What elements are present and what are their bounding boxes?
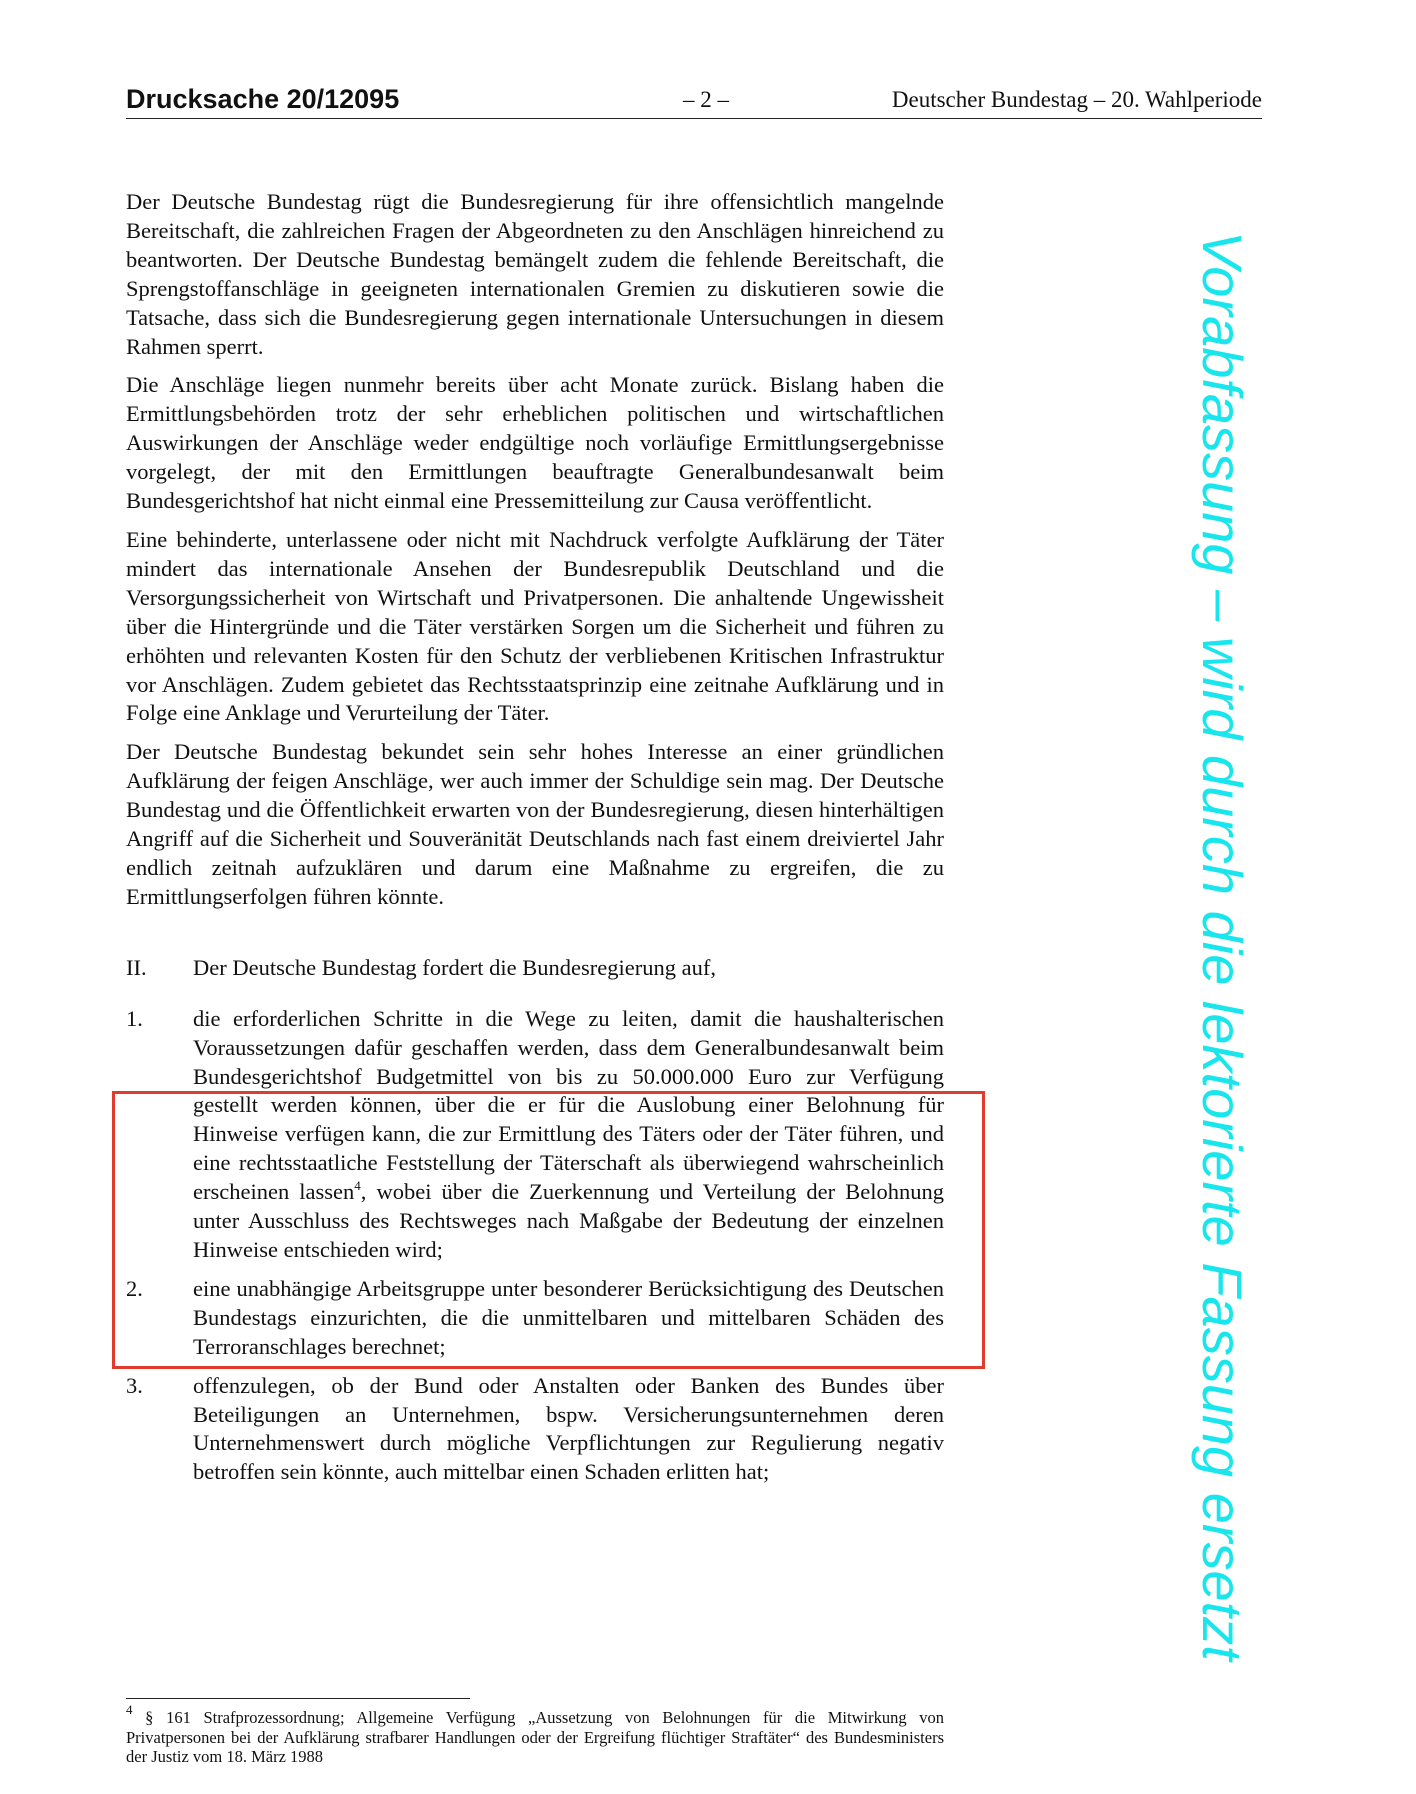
- parliament-title: Deutscher Bundestag – 20. Wahlperiode: [891, 87, 1262, 112]
- list-item-number: 2.: [126, 1275, 143, 1301]
- body-paragraph-2: Die Anschläge liegen nunmehr bereits über acht Monate zurück. Bislang haben die Ermittlungsbehörden trotz der sehr erheblichen politischen und wirtschaftlichen Auswirkungen der Anschläge weder endgültige noch vorläufige Ermittlungsergebnisse vorgelegt, der mit den Ermittlungen beauftragte Generalbundesanwalt beim Bundesgerichtshof hat nicht einmal eine Pressemitteilung zur Causa veröffentlicht.: [126, 372, 944, 514]
- document-number-value: 12095: [324, 84, 400, 114]
- section-numeral: II.: [126, 954, 147, 980]
- section-heading: [126, 954, 944, 983]
- section-heading-text: Der Deutsche Bundestag fordert die Bundesregierung auf,: [193, 954, 716, 980]
- list-item-text: offenzulegen, ob der Bund oder Anstalten oder Banken des Bundes über Beteiligungen an Unternehmen, bspw. Versicherungsunternehmen deren Unternehmenswert durch mögliche Verpflichtungen zur Regulierung negativ betroffen sein könnte, auch mittelbar einen Schaden erlitten hat;: [193, 1372, 944, 1485]
- page-header: [126, 84, 1262, 119]
- footnote-reference[interactable]: 4: [354, 1178, 361, 1194]
- body-paragraph-3: Eine behinderte, unterlassene oder nicht mit Nachdruck verfolgte Aufklärung der Täter mindert das internationale Ansehen der Bundesrepublik Deutschland und die Versorgungssicherheit von Wirtschaft und Privatpersonen. Die anhaltende Ungewissheit über die Hintergründe und die Täter verstärken Sorgen um die Sicherheit und führen zu erhöhten und relevanten Kosten für den Schutz der verbliebenen Kritischen Infrastruktur vor Anschlägen. Zudem gebietet das Rechtsstaatsprinzip eine zeitnahe Aufklärung und in Folge eine Anklage und Verurteilung der Täter.: [126, 526, 944, 726]
- footnote-text: § 161 Strafprozessordnung; Allgemeine Verfügung „Aussetzung von Belohnungen für die Mitwirkung von Privatpersonen bei der Aufklärung strafbarer Handlungen oder der Ergreifung flüchtiger Straftäter“ des Bundesministers der Justiz vom 18. März 1988: [126, 1708, 944, 1766]
- list-item-text: eine unabhängige Arbeitsgruppe unter besonderer Berücksichtigung des Deutschen Bundestags einzurichten, die die unmittelbaren und mittelbaren Schäden des Terroranschlages berechnet;: [193, 1275, 944, 1359]
- body-paragraph-1: Der Deutsche Bundestag rügt die Bundesregierung für ihre offensichtlich mangelnde Bereitschaft, die zahlreichen Fragen der Abgeordneten zu den Anschlägen hinreichend zu beantworten. Der Deutsche Bundestag bemängelt zudem die fehlende Bereitschaft, die Sprengstoffanschläge in geeigneten internationalen Gremien zu diskutieren sowie die Tatsache, dass sich die Bundesregierung gegen internationale Untersuchungen in diesem Rahmen sperrt.: [126, 189, 944, 359]
- highlight-box: [112, 1091, 985, 1369]
- body-paragraph-4: Der Deutsche Bundestag bekundet sein sehr hohes Interesse an einer gründlichen Aufklärung der feigen Anschläge, wer auch immer der Schuldige sein mag. Der Deutsche Bundestag und die Öffentlichkeit erwarten von der Bundesregierung, diesen hinterhältigen Angriff auf die Sicherheit und Souveränität Deutschlands nach fast einem dreiviertel Jahr endlich zeitnah aufzuklären und darum eine Maßnahme zu ergreifen, die zu Ermittlungserfolgen führen könnte.: [126, 739, 944, 909]
- draft-watermark: Vorabfassung – wird durch die lektorierte Fassung ersetzt: [1191, 231, 1254, 1661]
- document-number: [126, 84, 399, 114]
- footnote: [126, 1702, 944, 1767]
- list-item-3: [126, 1372, 944, 1488]
- list-item-text-continued: , wobei über die Zuerkennung und Verteilung der Belohnung unter Ausschluss des Rechtsweges nach Maßgabe der Bedeutung der einzelnen Hinweise entschieden wird;: [193, 1179, 944, 1262]
- list-item-number: 3.: [126, 1372, 143, 1398]
- page-number: – 2 –: [683, 87, 729, 112]
- list-item-number: 1.: [126, 1005, 143, 1031]
- footnote-marker: 4: [126, 1702, 133, 1717]
- footnote-divider: [126, 1698, 470, 1699]
- list-item-text: die erforderlichen Schritte in die Wege zu leiten, damit die haushalterischen Voraussetzungen dafür geschaffen werden, dass dem Generalbundesanwalt beim Bundesgerichtshof Budgetmittel von bis zu 50.000.000 Euro zur Verfügung gestellt werden können, über die er für die Auslobung einer Belohnung für Hinweise verfügen kann, die zur Ermittlung des Täters oder der Täter führen, und eine rechtsstaatliche Feststellung der Täterschaft als überwiegend wahrscheinlich erscheinen lassen: [193, 1005, 944, 1205]
- document-number-label: Drucksache 20/: [126, 84, 325, 114]
